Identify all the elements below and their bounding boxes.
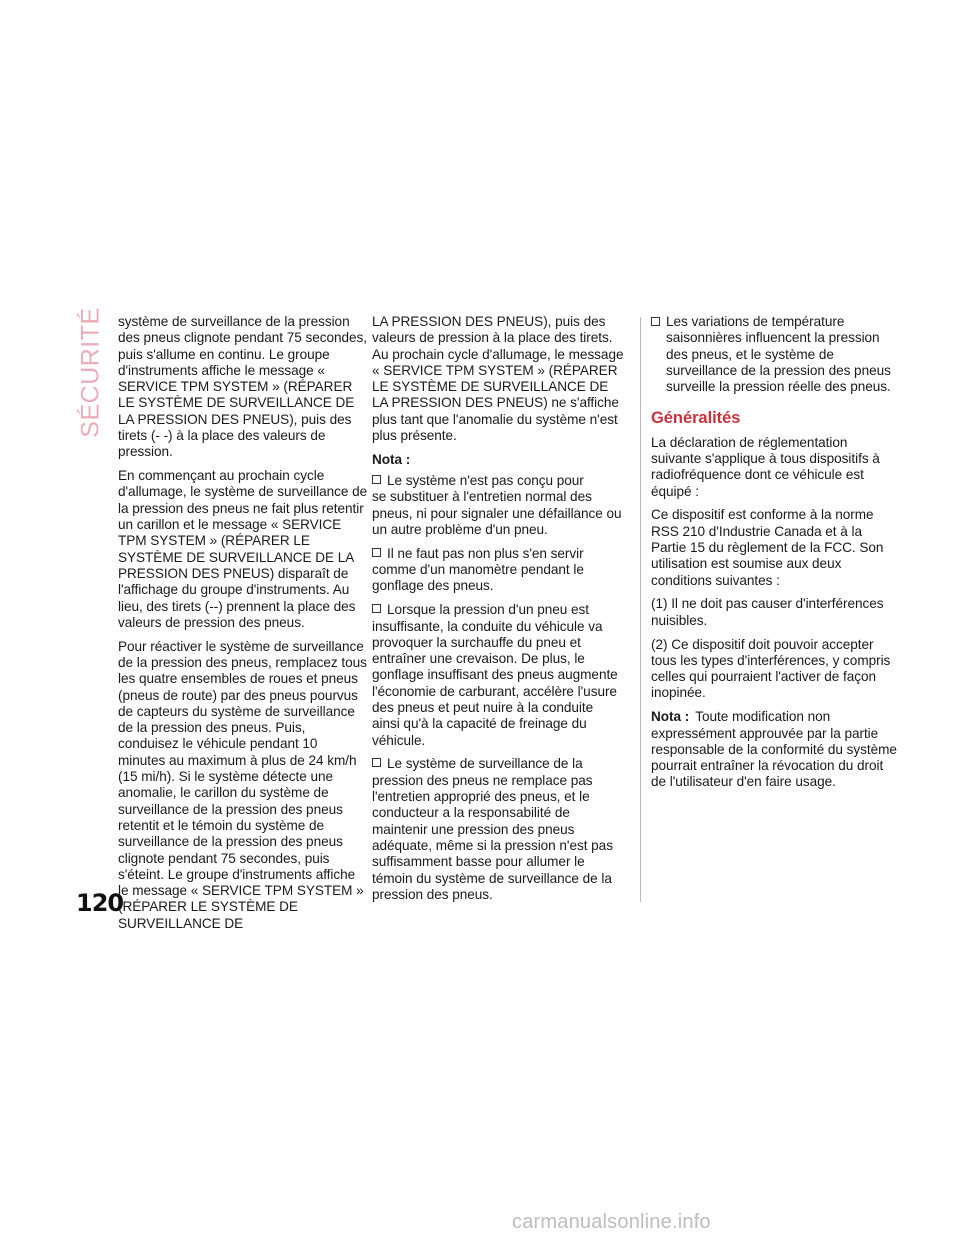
paragraph: LA PRESSION DES PNEUS), puis des valeurs de pression à la place des tirets. Au prochain cycle d'allumage, le message « SERVICE TPM SYSTEM » (RÉPARER LE SYSTÈME DE SURVEILLANCE DE LA PRESSION DES PNEUS) ne s'affiche plus tant que l'anomalie du système n'est plus présente. [372,314,624,444]
column-divider [640,317,641,902]
checkbox-bullet-icon [372,548,381,557]
paragraph: Ce dispositif est conforme à la norme RSS 210 d'Industrie Canada et à la Partie 15 du règlement de la FCC. Son utilisation est soumise aux deux conditions suivantes : [651,507,884,588]
list-item-first-line: Il ne faut pas non plus s'en servir [387,545,584,561]
list-item-first-line: Lorsque la pression d'un pneu est [387,602,589,618]
paragraph: Pour réactiver le système de surveillance de la pression des pneus, remplacez tous les quatre ensembles de roues et pneus (pneus de route) par des pneus pourvus de capteurs du système de surveillance de la pression des pneus. Puis, conduisez le véhicule pendant 10 minutes au maximum à plus de 24 km/h (15 mi/h). Si le système détecte une anomalie, le carillon du système de surveillance de la pression des pneus retentit et le témoin du système de surveillance de la pression des pneus clignote pendant 75 secondes, puis s'éteint. Le groupe d'instruments affiche le message « SERVICE TPM SYSTEM » (RÉPARER LE SYSTÈME DE SURVEILLANCE DE [118,638,367,931]
list-item-text: se substituer à l'entretien normal des pneus, ni pour signaler une défaillance ou un autre problème d'un pneu. [372,489,622,538]
section-tab-label: SÉCURITÉ [76,306,105,438]
paragraph: système de surveillance de la pression des pneus clignote pendant 75 secondes, puis s'allume en continu. Le groupe d'instruments affiche le message « SERVICE TPM SYSTEM » (RÉPARER LE SYSTÈME DE SURVEILLANCE DE LA PRESSION DES PNEUS), puis des tirets (- -) à la place des valeurs de pression. [118,314,367,460]
checkbox-bullet-icon [372,604,381,613]
page-number: 120 [76,889,124,917]
column-1 [118,314,368,939]
checkbox-bullet-icon [372,475,381,484]
paragraph: (2) Ce dispositif doit pouvoir accepter tous les types d'interférences, y compris celles qui pourraient l'activer de façon inopinée. [651,636,891,701]
watermark: carmanualsonline.info [512,1211,711,1233]
list-item-first-line: Le système de surveillance de la [387,756,583,772]
list-item [372,756,624,903]
list-item [651,314,898,395]
checkbox-bullet-icon [651,317,660,326]
section-heading: Généralités [651,409,741,428]
list-item [372,546,624,595]
list-item [372,473,624,538]
list-item-text: pression des pneus ne remplace pas l'entretien approprié des pneus, et le conducteur a la responsabilité de maintenir une pression des pneus adéquate, même si la pression n'est pas suffisamment basse pour allumer le témoin du système de surveillance de la pression des pneus. [372,772,613,902]
list-item-text: comme d'un manomètre pendant le gonflage des pneus. [372,562,584,594]
nota-label: Nota : [651,709,690,725]
paragraph: (1) Il ne doit pas causer d'interférences nuisibles. [651,596,884,628]
column-3 [651,314,898,798]
column-2 [372,314,624,911]
list-item-text: insuffisante, la conduite du véhicule va provoquer la surchauffe du pneu et entraîner une crevaison. De plus, le gonflage insuffisant des pneus augmente l'économie de carburant, accélère l'usure des pneus et peut nuire à la conduite ainsi qu'à la capacité de freinage du véhicule. [372,618,618,748]
checkbox-bullet-icon [372,758,381,767]
section-tab [76,306,106,438]
list-item-text: Les variations de température saisonnières influencent la pression des pneus, et le système de surveillance de la pression des pneus surveille la pression réelle des pneus. [666,314,891,395]
list-item [372,602,624,749]
nota-paragraph [651,709,898,790]
paragraph: En commençant au prochain cycle d'allumage, le système de surveillance de la pression des pneus ne fait plus retentir un carillon et le message « SERVICE TPM SYSTEM » (RÉPARER LE SYSTÈME DE SURVEILLANCE DE LA PRESSION DES PNEUS) disparaît de l'affichage du groupe d'instruments. Au lieu, des tirets (--) prennent la place des valeurs de pression des pneus. [118,468,368,630]
paragraph: La déclaration de réglementation suivante s'applique à tous dispositifs à radiofréquence dont ce véhicule est équipé : [651,434,880,499]
list-item-first-line: Le système n'est pas conçu pour [387,473,584,489]
nota-text: Toute modification non expressément approuvée par la partie responsable de la conformité du système pourrait entraîner la révocation du droit de l'utilisateur d'en faire usage. [651,709,897,790]
nota-label: Nota : [372,451,411,467]
